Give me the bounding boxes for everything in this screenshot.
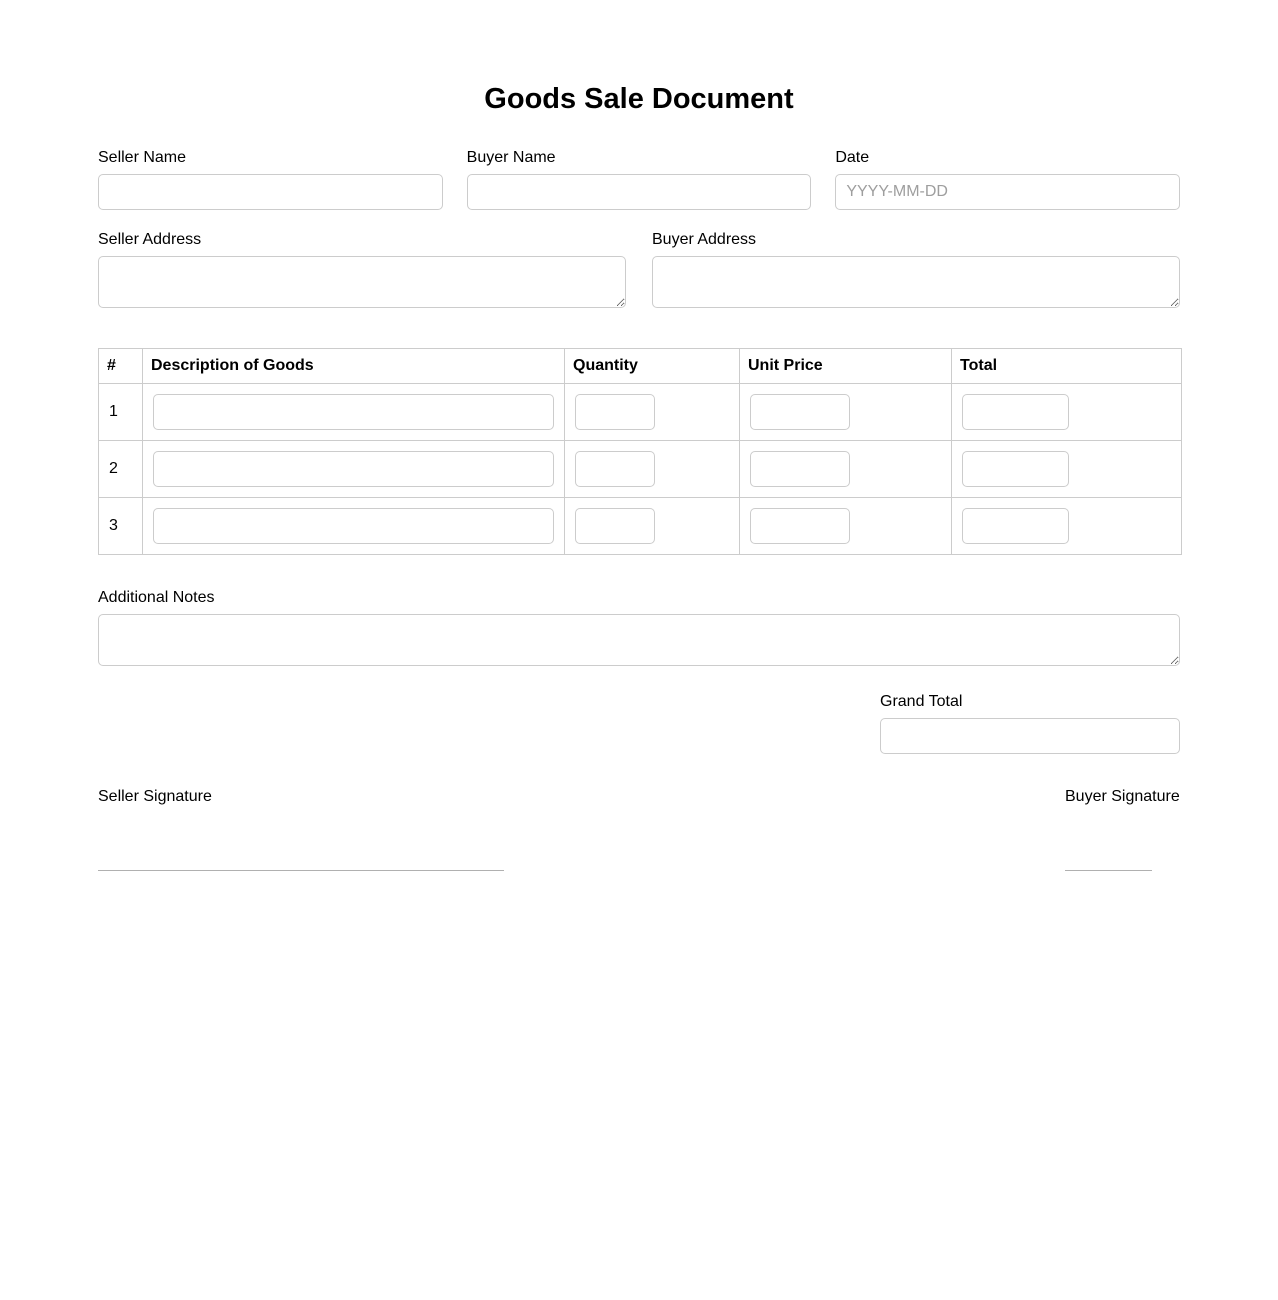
- signatures-section: [98, 787, 1180, 871]
- items-table: [98, 348, 1182, 555]
- header-quantity: Quantity: [565, 349, 740, 384]
- row3-description-input[interactable]: [153, 508, 554, 544]
- row1-total-input[interactable]: [962, 394, 1069, 430]
- row3-quantity-input[interactable]: [575, 508, 655, 544]
- row1-quantity-input[interactable]: [575, 394, 655, 430]
- additional-notes-label: Additional Notes: [98, 589, 215, 606]
- header-unit-price: Unit Price: [740, 349, 952, 384]
- seller-name-field: [98, 148, 443, 210]
- seller-signature-line: [98, 870, 504, 871]
- address-fields-row: [98, 230, 1180, 313]
- seller-address-textarea[interactable]: [98, 256, 626, 308]
- row-number-cell: 2: [99, 441, 143, 498]
- table-row: [99, 441, 1182, 498]
- grand-total-field: [880, 692, 1180, 754]
- buyer-address-label: Buyer Address: [652, 231, 757, 248]
- seller-address-field: [98, 230, 626, 313]
- seller-address-label: Seller Address: [98, 231, 202, 248]
- seller-signature-block: [98, 787, 504, 871]
- header-total: Total: [952, 349, 1182, 384]
- date-label: Date: [835, 149, 870, 166]
- row2-quantity-input[interactable]: [575, 451, 655, 487]
- row-number-cell: 3: [99, 498, 143, 555]
- row1-unit-price-input[interactable]: [750, 394, 850, 430]
- buyer-address-field: [652, 230, 1180, 313]
- row3-total-input[interactable]: [962, 508, 1069, 544]
- seller-signature-label: Seller Signature: [98, 788, 212, 805]
- date-field: [835, 148, 1180, 210]
- buyer-signature-block: [1065, 787, 1180, 871]
- row3-unit-price-input[interactable]: [750, 508, 850, 544]
- date-input[interactable]: [835, 174, 1180, 210]
- row-number-cell: 1: [99, 384, 143, 441]
- buyer-name-field: [467, 148, 812, 210]
- header-number: #: [99, 349, 143, 384]
- seller-name-input[interactable]: [98, 174, 443, 210]
- table-row: [99, 498, 1182, 555]
- items-table-header-row: [99, 349, 1182, 384]
- header-fields-row: [98, 148, 1180, 210]
- grand-total-input[interactable]: [880, 718, 1180, 754]
- buyer-address-textarea[interactable]: [652, 256, 1180, 308]
- grand-total-section: [98, 692, 1180, 754]
- row2-description-input[interactable]: [153, 451, 554, 487]
- row2-total-input[interactable]: [962, 451, 1069, 487]
- grand-total-label: Grand Total: [880, 693, 963, 710]
- row2-unit-price-input[interactable]: [750, 451, 850, 487]
- header-description: Description of Goods: [143, 349, 565, 384]
- additional-notes-textarea[interactable]: [98, 614, 1180, 666]
- additional-notes-section: [98, 588, 1180, 671]
- buyer-signature-line: [1065, 870, 1152, 871]
- row1-description-input[interactable]: [153, 394, 554, 430]
- buyer-signature-label: Buyer Signature: [1065, 788, 1180, 805]
- page-title: Goods Sale Document: [484, 83, 794, 115]
- buyer-name-input[interactable]: [467, 174, 812, 210]
- table-row: [99, 384, 1182, 441]
- goods-sale-form: [98, 0, 1180, 871]
- seller-name-label: Seller Name: [98, 149, 187, 166]
- buyer-name-label: Buyer Name: [466, 149, 556, 166]
